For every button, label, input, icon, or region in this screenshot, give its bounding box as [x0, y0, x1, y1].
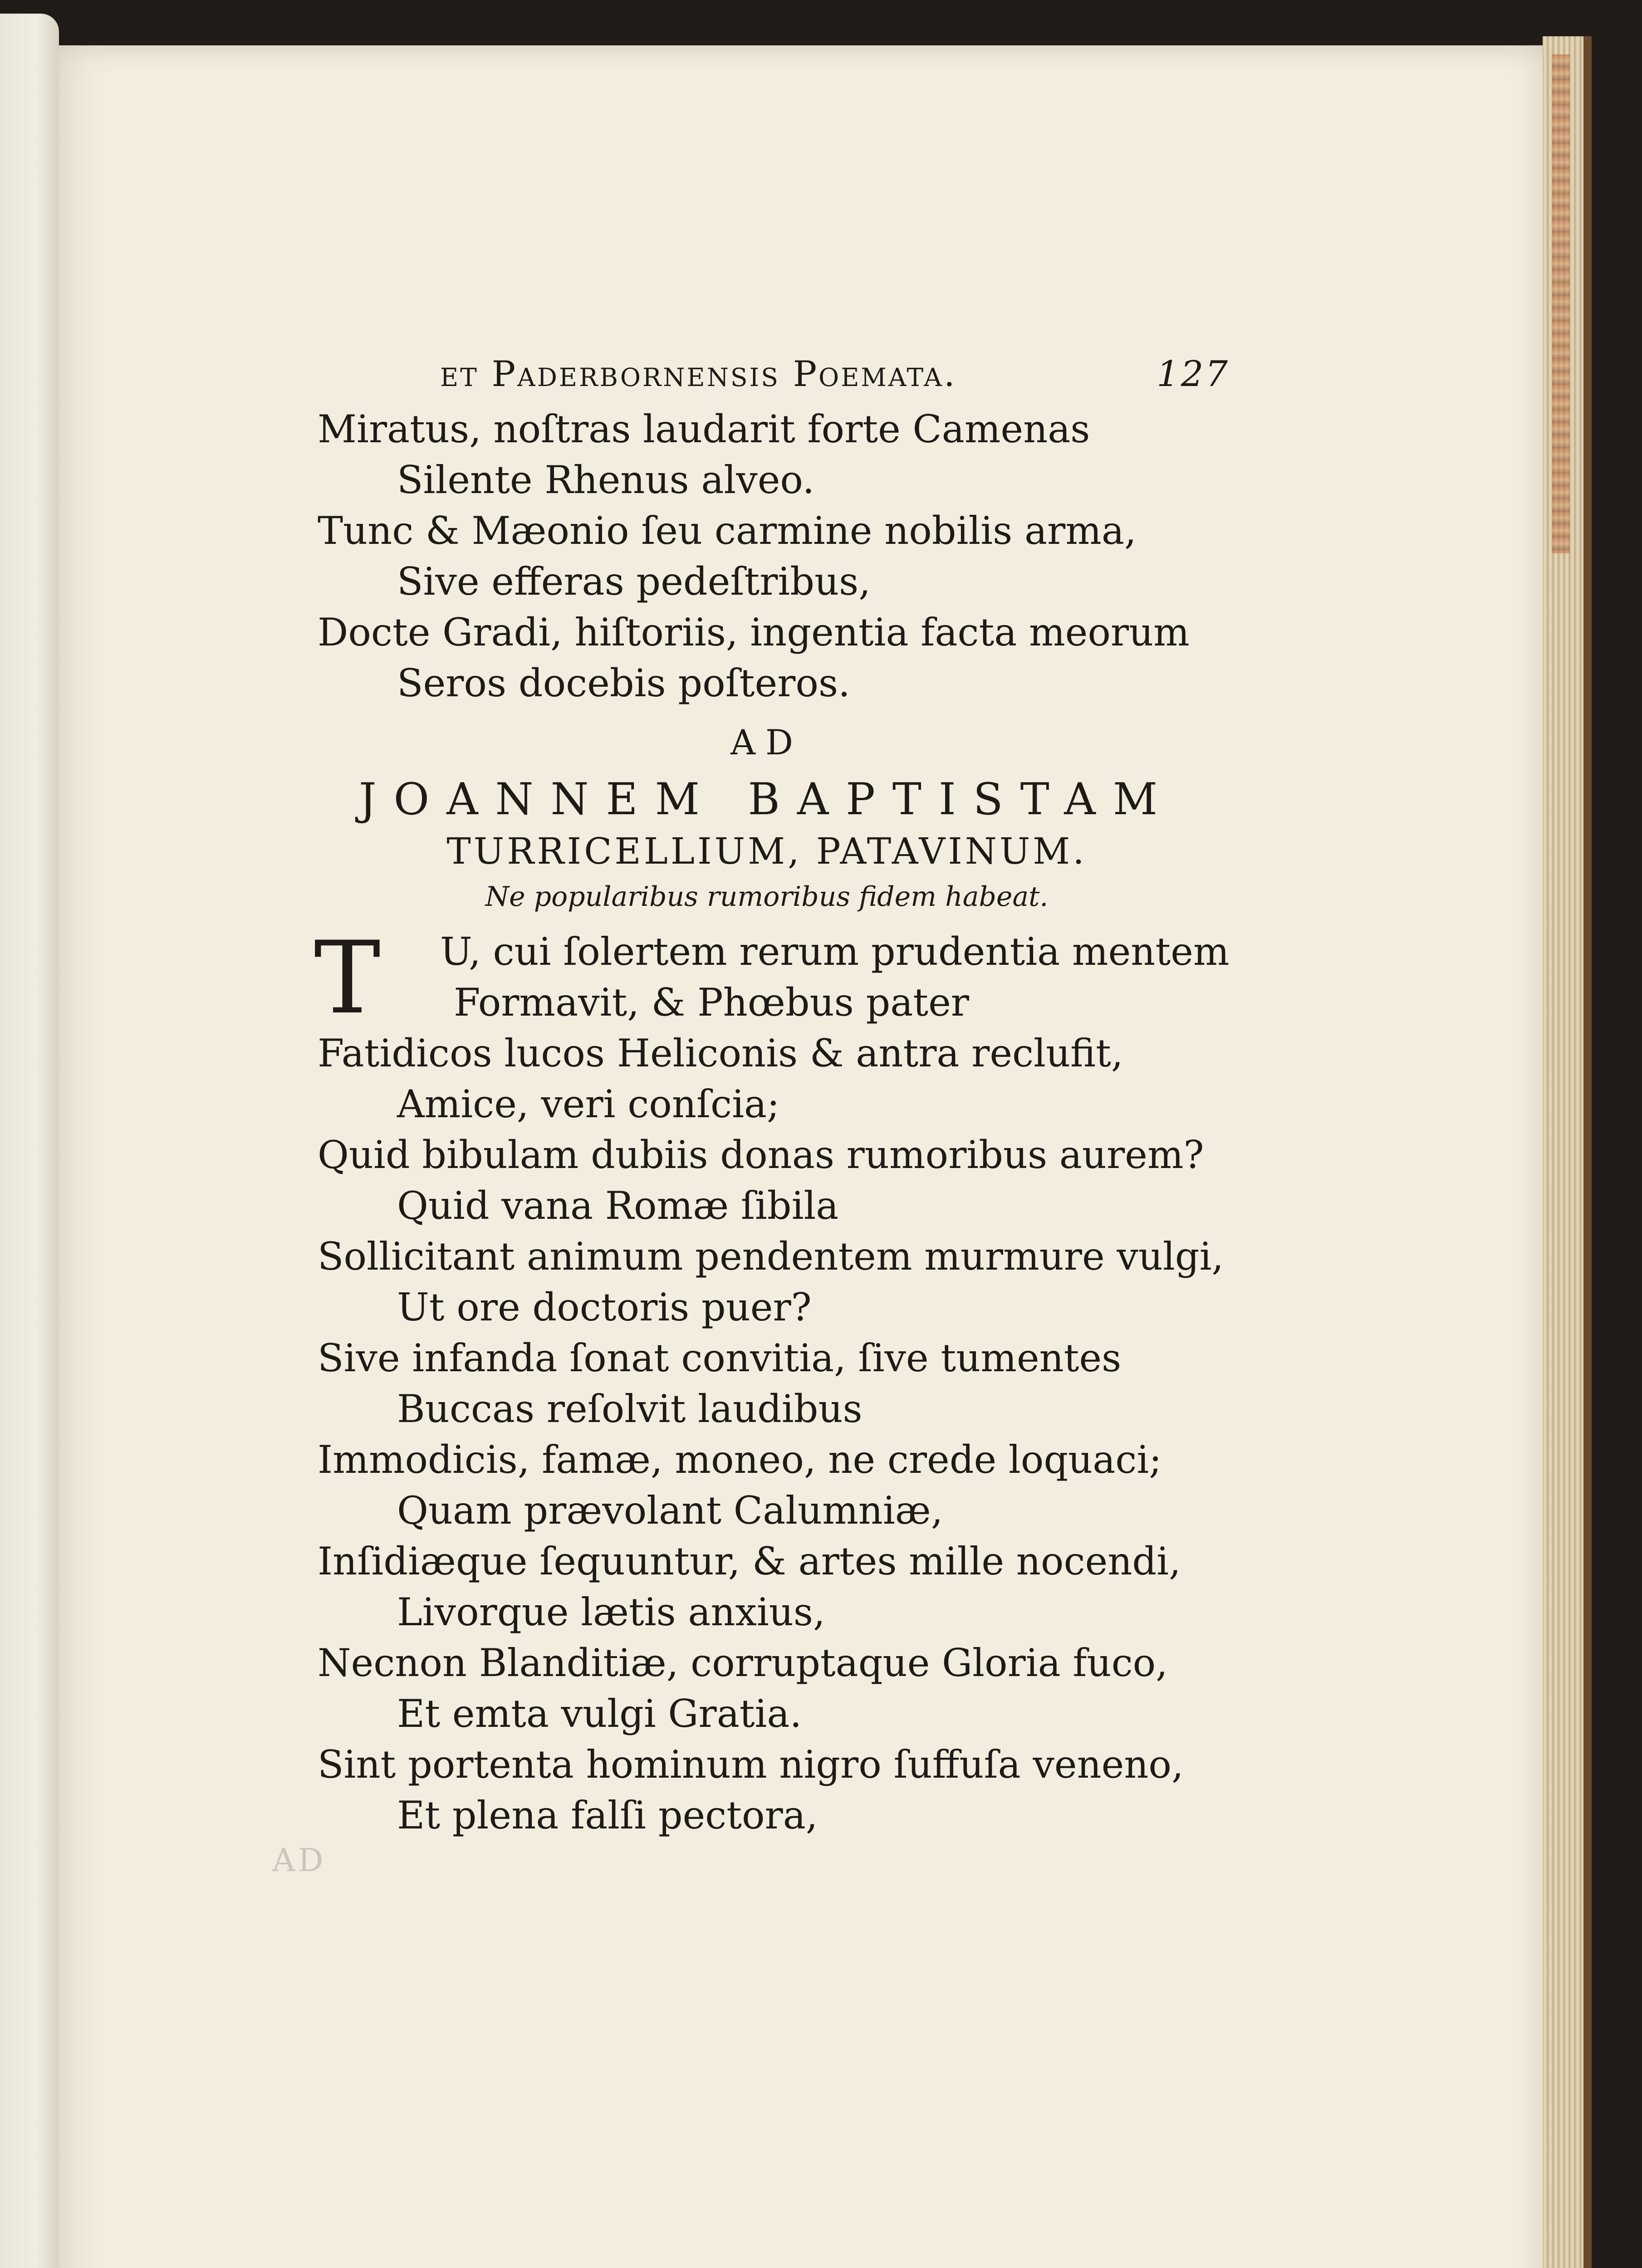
previous-page-edge [0, 14, 59, 2268]
running-head-title: et Paderbornensis Poemata. [440, 354, 957, 395]
page-text [314, 354, 1230, 1841]
page-number: 127 [1157, 354, 1230, 395]
poem-second-line: Formavit, & Phœbus pater [454, 980, 969, 1025]
marbled-edge [1552, 54, 1570, 553]
verse-line: Quid bibulam dubiis donas rumoribus aurem? [318, 1133, 1204, 1177]
verse-line: Immodicis, famæ, moneo, ne crede loquaci; [318, 1437, 1162, 1482]
previous-poem-ending [318, 404, 1216, 709]
running-head [318, 354, 1230, 404]
verse-line: Livorque lætis anxius, [397, 1590, 825, 1634]
verse-line: Miratus, noſtras laudarit forte Camenas [318, 407, 1090, 451]
verse-line: Et plena falſi pectora, [397, 1793, 818, 1838]
verse-line: Docte Gradi, hiſtoriis, ingentia facta meorum [318, 610, 1190, 655]
drop-cap: T [314, 920, 381, 1036]
verse-line: Silente Rhenus alveo. [397, 458, 815, 502]
poem-heading-name: JOANNEM BAPTISTAM [359, 774, 1175, 825]
bleed-through-text: AD [272, 1842, 326, 1879]
verse-line: Sint portenta hominum nigro ſuffuſa veneno, [318, 1742, 1184, 1787]
verse-line: Seros docebis poſteros. [397, 661, 850, 705]
verse-line: Buccas reſolvit laudibus [397, 1387, 863, 1431]
verse-line: Sive infanda ſonat convitia, ſive tumentes [318, 1336, 1122, 1380]
verse-line: Inſidiæque ſequuntur, & artes mille nocendi, [318, 1539, 1181, 1584]
verse-line: Quam prævolant Calumniæ, [397, 1488, 943, 1533]
verse-line: Quid vana Romæ ſibila [397, 1183, 839, 1228]
poem-heading-sub: TURRICELLIUM, PATAVINUM. [446, 830, 1087, 872]
poem-heading-ad: AD [730, 722, 803, 763]
verse-line: Amice, veri conſcia; [397, 1082, 780, 1126]
verse-line: Necnon Blanditiæ, corruptaque Gloria fuco, [318, 1641, 1168, 1685]
poem-body [318, 1028, 1224, 1841]
poem-opening [314, 920, 1230, 1036]
verse-line: Sive efferas pedeſtribus, [397, 559, 871, 604]
verse-line: Et emta vulgi Gratia. [397, 1691, 802, 1736]
verse-line: Ut ore doctoris puer? [397, 1285, 812, 1330]
verse-line: Fatidicos lucos Heliconis & antra reclufit, [318, 1031, 1123, 1075]
poem-subtitle: Ne popularibus rumoribus fidem habeat. [485, 881, 1049, 913]
verse-line: Tunc & Mæonio ſeu carmine nobilis arma, [318, 508, 1137, 553]
poem-first-line: U, cui ſolertem rerum prudentia mentem [440, 929, 1230, 974]
verse-line: Sollicitant animum pendentem murmure vulgi, [318, 1234, 1224, 1279]
